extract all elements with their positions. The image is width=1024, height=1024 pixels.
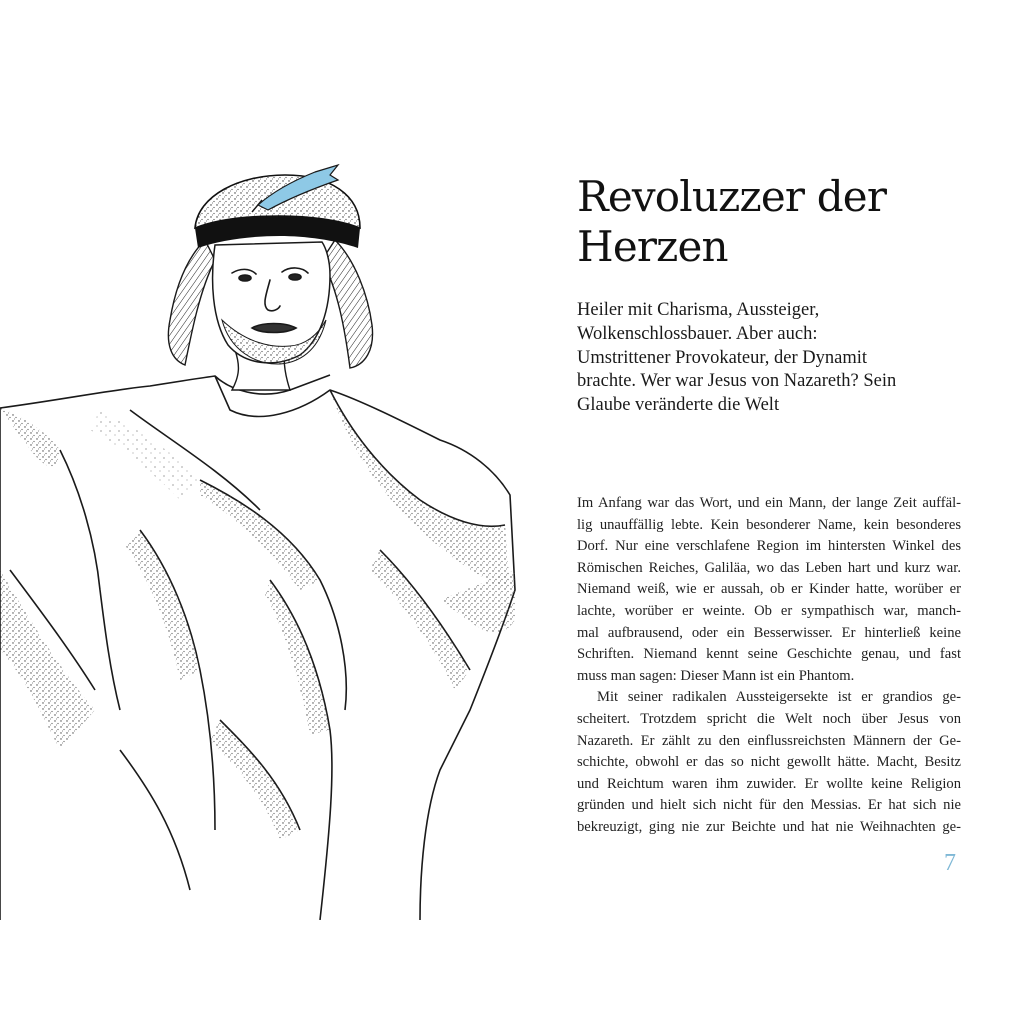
body-line: Schriften. Niemand kennt seine Geschichte genau, und fast	[577, 646, 961, 663]
body-line: Niemand weiß, wie er aussah, ob er Kinder hatte, worüber er	[577, 581, 961, 598]
headline-line: Herzen	[577, 222, 728, 271]
body-line: lachte, worüber er weinte. Ob er sympathisch war, manch-	[577, 602, 961, 619]
body-line: bekreuzigt, ging nie zur Beichte und hat nie Weihnachten ge-	[577, 818, 961, 835]
lead-line: Umstrittener Provokateur, der Dynamit	[577, 347, 868, 368]
body-paragraph	[577, 687, 961, 838]
jesus-illustration	[0, 150, 520, 920]
lead-line: brachte. Wer war Jesus von Nazareth? Sein	[577, 371, 897, 392]
lead-line: Wolkenschlossbauer. Aber auch:	[577, 323, 818, 344]
body-line: Römischen Reiches, Galiläa, wo das Leben hart und kurz war.	[577, 559, 961, 576]
page-number: 7	[944, 850, 956, 876]
body-line: und Reichtum waren ihm zuwider. Er wollte keine Religion	[577, 775, 961, 792]
headline-line: Revoluzzer der	[577, 172, 887, 221]
lead-line: Heiler mit Charisma, Aussteiger,	[577, 300, 820, 320]
body-line: Nazareth. Er zählt zu den einflussreichsten Männern der Ge-	[577, 732, 961, 749]
body-line: gründen und hielt sich nicht für den Messias. Er hat sich nie	[577, 797, 961, 814]
body-line: schichte, obwohl er das so nicht gewollt hätte. Macht, Besitz	[577, 754, 961, 771]
body-line: scheitert. Trotzdem spricht die Welt noch über Jesus von	[577, 710, 961, 727]
body-text	[577, 493, 961, 839]
body-line: Im Anfang war das Wort, und ein Mann, der lange Zeit auffäl-	[577, 495, 961, 511]
body-paragraph	[577, 493, 961, 687]
body-line: Dorf. Nur eine verschlafene Region im hintersten Winkel des	[577, 538, 961, 555]
body-line: lig unauffällig lebte. Kein besonderer Name, kein besonderes	[577, 516, 961, 533]
lead-line: Glaube veränderte die Welt	[577, 395, 780, 416]
headline	[577, 172, 886, 272]
body-line: mal aufbrausend, oder ein Besserwisser. Er hinterließ keine	[577, 624, 961, 641]
body-line: Mit seiner radikalen Aussteigersekte ist er grandios ge-	[597, 689, 961, 706]
body-line: muss man sagen: Dieser Mann ist ein Phantom.	[577, 667, 855, 684]
lead-paragraph	[577, 299, 947, 418]
